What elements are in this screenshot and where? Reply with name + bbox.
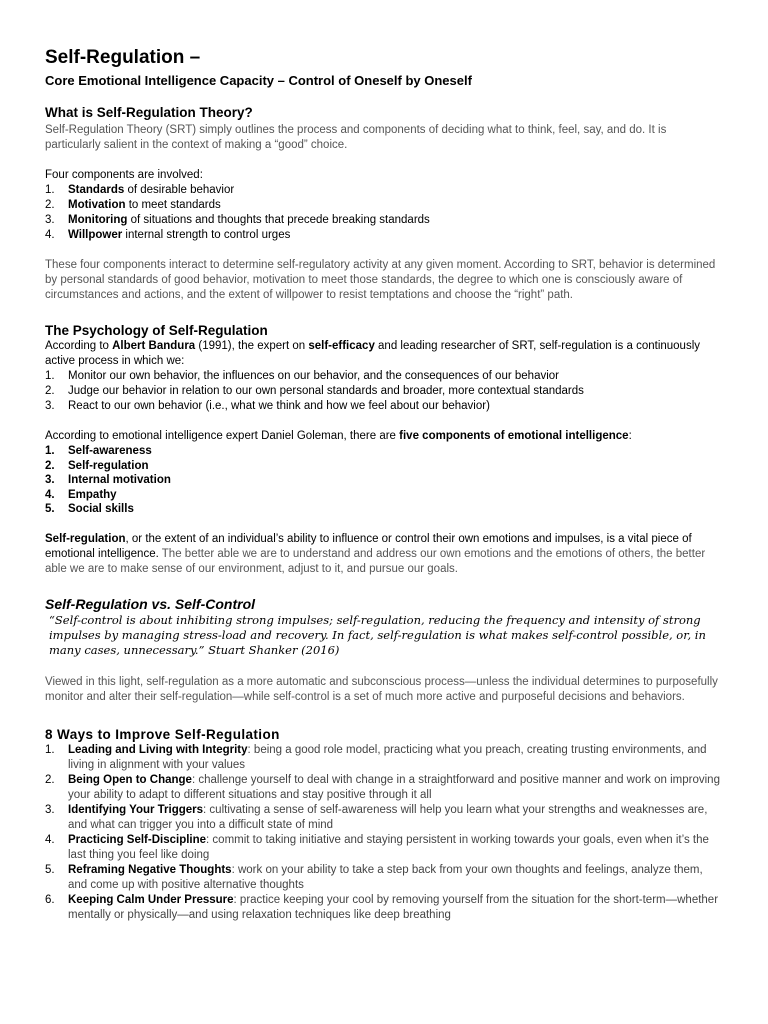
page-title: Self-Regulation – bbox=[45, 47, 201, 68]
list-item: 4. Empathy bbox=[45, 488, 117, 501]
list-item: 5. Social skills bbox=[45, 503, 134, 515]
srt-intro: Self-Regulation Theory (SRT) simply outlines the process and components of deciding what to think, feel, say, and do. It is particularly salient in the context of making a “good” choice. bbox=[45, 124, 667, 151]
section-heading-vs: Self-Regulation vs. Self-Control bbox=[45, 595, 256, 612]
srt-closing: These four components interact to determine self-regulatory activity at any given moment. According to SRT, behavior is determined by personal standards of good behavior, motivation to meet those standards, the degree to which one is consciously aware of circumstances and actions, and the extent of willpower to resist temptations and choose the “right” path. bbox=[45, 259, 716, 301]
list-item: 4. Practicing Self-Discipline: commit to taking initiative and staying persistent in working towards your goals, even when it’s the last thing you feel like doing bbox=[45, 833, 709, 861]
bandura-paragraph: According to Albert Bandura (1991), the expert on self-efficacy and leading researcher of SRT, self-regulation is a continuously active process in which we: bbox=[45, 340, 701, 367]
components-list bbox=[45, 183, 725, 243]
list-item: 2. Motivation to meet standards bbox=[45, 199, 221, 211]
ways-list bbox=[45, 743, 725, 923]
list-item: 3. Internal motivation bbox=[45, 474, 171, 486]
list-item: 6. Keeping Calm Under Pressure: practice keeping your cool by removing yourself from the situation for the short-term—whether mentally or physically—and using relaxation techniques like deep breathing bbox=[45, 893, 719, 921]
shanker-quote: “Self-control is about inhibiting strong impulses; self-regulation, reducing the frequency and intensity of strong impulses by managing stress-load and recovery. In fact, self-regulation is what makes self-control possible, or, in many cases, unnecessary.” Stuart Shanker (2016) bbox=[49, 612, 706, 657]
components-label: Four components are involved: bbox=[45, 169, 203, 181]
ei-components-list bbox=[45, 444, 725, 517]
page-subtitle: Core Emotional Intelligence Capacity – Control of Oneself by Oneself bbox=[45, 73, 472, 88]
vs-paragraph: Viewed in this light, self-regulation as a more automatic and subconscious process—unless the individual determines to purposefully monitor and alter their self-regulation—while self-control is a set of much more active and purposeful decisions and behaviors. bbox=[45, 675, 718, 703]
list-item: 3. React to our own behavior (i.e., what we think and how we feel about our behavior) bbox=[45, 400, 490, 412]
list-item: 3. Identifying Your Triggers: cultivating a sense of self-awareness will help you learn what your strengths and weaknesses are, and what can trigger you into a difficult state of mind bbox=[45, 803, 708, 831]
section-heading-ways: 8 Ways to Improve Self-Regulation bbox=[45, 726, 280, 742]
list-item: 3. Monitoring of situations and thoughts that precede breaking standards bbox=[45, 214, 430, 226]
list-item: 5. Reframing Negative Thoughts: work on your ability to take a step back from your own thoughts and feelings, analyze them, and come up with positive alternative thoughts bbox=[45, 863, 703, 891]
process-list bbox=[45, 369, 725, 414]
document-page bbox=[45, 46, 725, 923]
list-item: 1. Standards of desirable behavior bbox=[45, 184, 235, 196]
list-item: 4. Willpower internal strength to control urges bbox=[45, 229, 291, 241]
list-item: 2. Judge our behavior in relation to our own personal standards and broader, more contextual standards bbox=[45, 385, 584, 397]
section-heading-psychology: The Psychology of Self-Regulation bbox=[45, 323, 268, 338]
section-heading-srt: What is Self-Regulation Theory? bbox=[45, 105, 253, 120]
list-item: 2. Self-regulation bbox=[45, 459, 149, 472]
self-regulation-paragraph: Self-regulation, or the extent of an individual’s ability to influence or control their own emotions and impulses, is a vital piece of emotional intelligence. The better able we are to understand and address our own emotions and the emotions of others, the better able we are to make sense of our environment, adjust to it, and pursue our goals. bbox=[45, 532, 706, 575]
list-item: 1. Self-awareness bbox=[45, 445, 152, 457]
list-item: 2. Being Open to Change: challenge yourself to deal with change in a straightforward and positive manner and work on improving your ability to adapt to different situations and stay positive through it all bbox=[45, 773, 720, 801]
list-item: 1. Leading and Living with Integrity: being a good role model, practicing what you preach, creating trusting environments, and living in alignment with your values bbox=[45, 743, 707, 771]
goleman-paragraph: According to emotional intelligence expert Daniel Goleman, there are five components of emotional intelligence: bbox=[45, 430, 632, 442]
list-item: 1. Monitor our own behavior, the influences on our behavior, and the consequences of our behavior bbox=[45, 370, 559, 382]
